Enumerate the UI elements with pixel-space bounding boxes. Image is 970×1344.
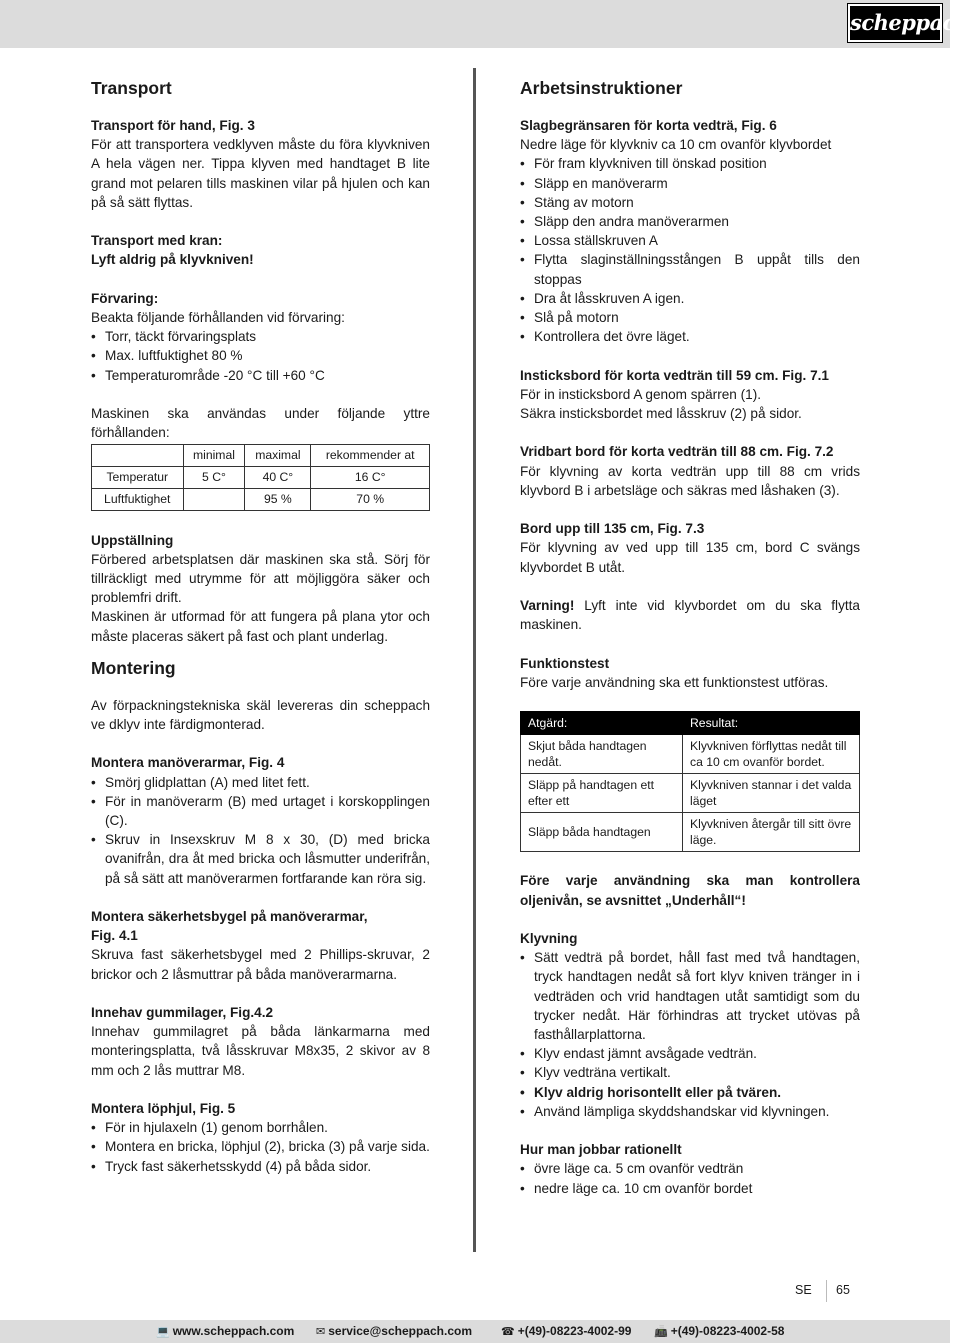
storage-heading: Förvaring: — [91, 290, 159, 306]
table-cell: Klyvkniven förflyttas nedåt till ca 10 cm ovanför bordet. — [683, 735, 860, 774]
splitting-list — [520, 948, 860, 1121]
rotary-table-text: För klyvning av korta vedträn upp till 88 cm vrids klyvbord B i arbetsläge och säkras med låshaken (3). — [520, 463, 860, 498]
column-divider — [473, 68, 476, 1252]
table-cell: Klyvkniven stannar i det valda läget — [683, 774, 860, 813]
transport-heading: Transport — [91, 78, 172, 98]
list-item: • Flytta slaginställningsstången B uppåt tills den stoppas — [520, 250, 860, 288]
warning-text: Lyft inte vid klyvbordet om du ska flytta maskinen. — [520, 598, 860, 633]
storage-intro: Beakta följande förhållanden vid förvaring: — [91, 310, 345, 325]
table-header-cell: Atgärd: — [521, 712, 683, 735]
list-item: • Torr, täckt förvaringsplats — [91, 327, 430, 346]
table-cell: minimal — [183, 445, 245, 467]
rubber-text: Innehav gummilagret på båda länkarmarna med monteringsplatta, två låsskruvar M8x35, 2 skivor av 8 mm och 2 lås muttrar M8. — [91, 1024, 430, 1078]
list-item: • Klyv endast jämnt avsågade vedträn. — [520, 1044, 860, 1063]
list-item: • Sätt vedträ på bordet, håll fast med två handtagen, tryck handtagen nedåt så fort klyv kniven tränger in i vedträden och vrid handtagen utåt samtidigt som du trycker nedåt. Här förhindras att trycket utövas på fasthållarplattorna. — [520, 948, 860, 1044]
table-cell: Släpp på handtagen ett efter ett — [521, 774, 683, 813]
table-row — [92, 489, 430, 511]
table-row — [521, 813, 860, 852]
bracket-heading-line-2: Fig. 4.1 — [91, 928, 138, 944]
table-135-text: För klyvning av ved upp till 135 cm, bord C svängs klyvbordet B utåt. — [520, 540, 860, 575]
table-cell: Släpp båda handtagen — [521, 813, 683, 852]
function-test-table — [520, 711, 860, 852]
insert-table-text-2: Säkra insticksbordet med låsskruv (2) på sidor. — [520, 406, 802, 422]
table-cell: Skjut båda handtagen nedåt. — [521, 735, 683, 774]
table-cell: Klyvkniven återgår till sitt övre läge. — [683, 813, 860, 852]
page-number-separator — [826, 1280, 827, 1302]
phone-icon: ☎ — [501, 1326, 515, 1338]
table-cell: 5 C° — [183, 467, 245, 489]
arms-list — [91, 773, 430, 888]
list-item: • Använd lämpliga skyddshandskar vid klyvningen. — [520, 1102, 860, 1121]
oil-check-note: Före varje användning ska man kontrollera oljenivån, se avsnittet „Underhåll“! — [520, 873, 860, 908]
list-item: • Slå på motorn — [520, 308, 860, 327]
rotary-table-heading: Vridbart bord för korta vedträn till 88 cm. Fig. 7.2 — [520, 444, 834, 460]
list-item: • För in hjulaxeln (1) genom borrhålen. — [91, 1118, 430, 1137]
function-test-heading: Funktionstest — [520, 655, 610, 671]
splitting-heading: Klyvning — [520, 930, 578, 946]
table-cell: Luftfuktighet — [92, 489, 184, 511]
table-header-cell: Resultat: — [683, 712, 860, 735]
table-cell — [92, 445, 184, 467]
list-item: • nedre läge ca. 10 cm ovanför bordet — [520, 1179, 860, 1198]
left-column — [91, 76, 430, 1176]
bracket-heading-line-1: Montera säkerhetsbygel på manöverarmar, — [91, 909, 368, 925]
setup-text-2: Maskinen är utformad för att fungera på plana ytor och måste placeras säkert på fast och plant underlag. — [91, 609, 430, 644]
scheppach-logo: scheppach — [848, 4, 942, 42]
list-item: • Lossa ställskruven A — [520, 231, 860, 250]
wheels-heading: Montera löphjul, Fig. 5 — [91, 1101, 236, 1117]
table-cell: 40 C° — [245, 467, 311, 489]
right-column — [520, 76, 860, 1198]
conditions-table — [91, 444, 430, 511]
hand-transport-text: För att transportera vedklyven måste du föra klyvkniven A hela vägen ner. Tippa klyven med handtaget B lite grand mot pelaren tills maskinen vilar på hjulen och kan på så sätt flyttas. — [91, 137, 430, 210]
table-cell: 70 % — [311, 489, 430, 511]
function-test-text: Före varje användning ska ett funktionstest utföras. — [520, 674, 829, 690]
email-icon: ✉ — [316, 1326, 326, 1338]
table-header-row — [521, 712, 860, 735]
list-item: • Släpp den andra manöverarmen — [520, 212, 860, 231]
list-item: • Stäng av motorn — [520, 193, 860, 212]
table-row — [521, 735, 860, 774]
table-cell: 95 % — [245, 489, 311, 511]
work-instructions-heading: Arbetsinstruktioner — [520, 78, 683, 98]
list-item: • Släpp en manöverarm — [520, 174, 860, 193]
computer-icon: 💻 — [156, 1326, 170, 1338]
table-cell: 16 C° — [311, 467, 430, 489]
list-item: • Skruv in Insexskruv M 8 x 30, (D) med bricka ovanifrån, dra åt med bricka och låsmutter underifrån, på så sätt att manöverarmen fortfarande kan röra sig. — [91, 830, 430, 888]
footer-website[interactable]: www.scheppach.com — [172, 1324, 295, 1338]
table-cell — [183, 489, 245, 511]
table-135-heading: Bord upp till 135 cm, Fig. 7.3 — [520, 521, 705, 537]
table-row — [92, 467, 430, 489]
rational-list — [520, 1159, 860, 1197]
table-row — [521, 774, 860, 813]
assembly-heading: Montering — [91, 657, 176, 678]
setup-heading: Uppställning — [91, 532, 174, 548]
header-bar — [0, 0, 970, 48]
page-number: 65 — [836, 1283, 850, 1297]
table-cell: Temperatur — [92, 467, 184, 489]
fax-icon: 📠 — [654, 1326, 668, 1338]
list-item: • För in manöverarm (B) med urtaget i korskopplingen (C). — [91, 792, 430, 830]
bracket-text: Skruva fast säkerhetsbygel med 2 Phillips-skruvar, 2 brickor och 2 låsmuttrar på båda manöverarmarna. — [91, 947, 430, 982]
hand-transport-heading: Transport för hand, Fig. 3 — [91, 118, 255, 133]
page-language: SE — [795, 1283, 812, 1297]
list-item: • Max. luftfuktighet 80 % — [91, 346, 430, 365]
list-item: • Tryck fast säkerhetsskydd (4) på båda sidor. — [91, 1157, 430, 1176]
table-row — [92, 445, 430, 467]
footer-fax: +(49)-08223-4002-58 — [670, 1324, 785, 1338]
list-item: • Smörj glidplattan (A) med litet fett. — [91, 773, 430, 792]
warning-label: Varning! — [520, 598, 575, 614]
list-item: • Temperaturområde -20 °C till +60 °C — [91, 366, 430, 385]
storage-list — [91, 327, 430, 385]
list-item: • Klyv vedträna vertikalt. — [520, 1063, 860, 1082]
insert-table-heading: Insticksbord för korta vedträn till 59 cm. Fig. 7.1 — [520, 367, 829, 383]
table-cell: maximal — [245, 445, 311, 467]
conditions-intro: Maskinen ska användas under följande yttre förhållanden: — [91, 406, 430, 441]
wheels-list — [91, 1118, 430, 1176]
footer-email[interactable]: service@scheppach.com — [328, 1324, 472, 1338]
list-item: • Klyv aldrig horisontellt eller på tvären. — [520, 1083, 860, 1102]
insert-table-text-1: För in insticksbord A genom spärren (1). — [520, 386, 762, 402]
list-item: • Dra åt låsskruven A igen. — [520, 289, 860, 308]
list-item: • För fram klyvkniven till önskad position — [520, 154, 860, 173]
crane-warning: Lyft aldrig på klyvkniven! — [91, 252, 254, 268]
list-item: • övre läge ca. 5 cm ovanför vedträn — [520, 1159, 860, 1178]
rational-heading: Hur man jobbar rationellt — [520, 1142, 682, 1158]
setup-text-1: Förbered arbetsplatsen där maskinen ska stå. Sörj för tillräckligt med utrymme för att möjliggöra säker och problemfri drift. — [91, 551, 430, 606]
warning-paragraph — [520, 596, 860, 634]
footer-bar — [0, 1320, 950, 1343]
footer-phone: +(49)-08223-4002-99 — [517, 1324, 632, 1338]
crane-transport-heading: Transport med kran: — [91, 233, 223, 249]
list-item: • Montera en bricka, löphjul (2), bricka (3) på varje sida. — [91, 1137, 430, 1156]
list-item: • Kontrollera det övre läget. — [520, 327, 860, 346]
arms-heading: Montera manöverarmar, Fig. 4 — [91, 755, 285, 771]
assembly-intro: Av förpackningstekniska skäl levereras din scheppach ve dklyv inte färdigmonterad. — [91, 697, 430, 733]
stroke-limiter-list — [520, 154, 860, 346]
rubber-heading: Innehav gummilager, Fig.4.2 — [91, 1005, 274, 1021]
stroke-limiter-intro: Nedre läge för klyvkniv ca 10 cm ovanför klyvbordet — [520, 137, 832, 153]
table-cell: rekommender at — [311, 445, 430, 467]
stroke-limiter-heading: Slagbegränsaren för korta vedträ, Fig. 6 — [520, 118, 777, 133]
